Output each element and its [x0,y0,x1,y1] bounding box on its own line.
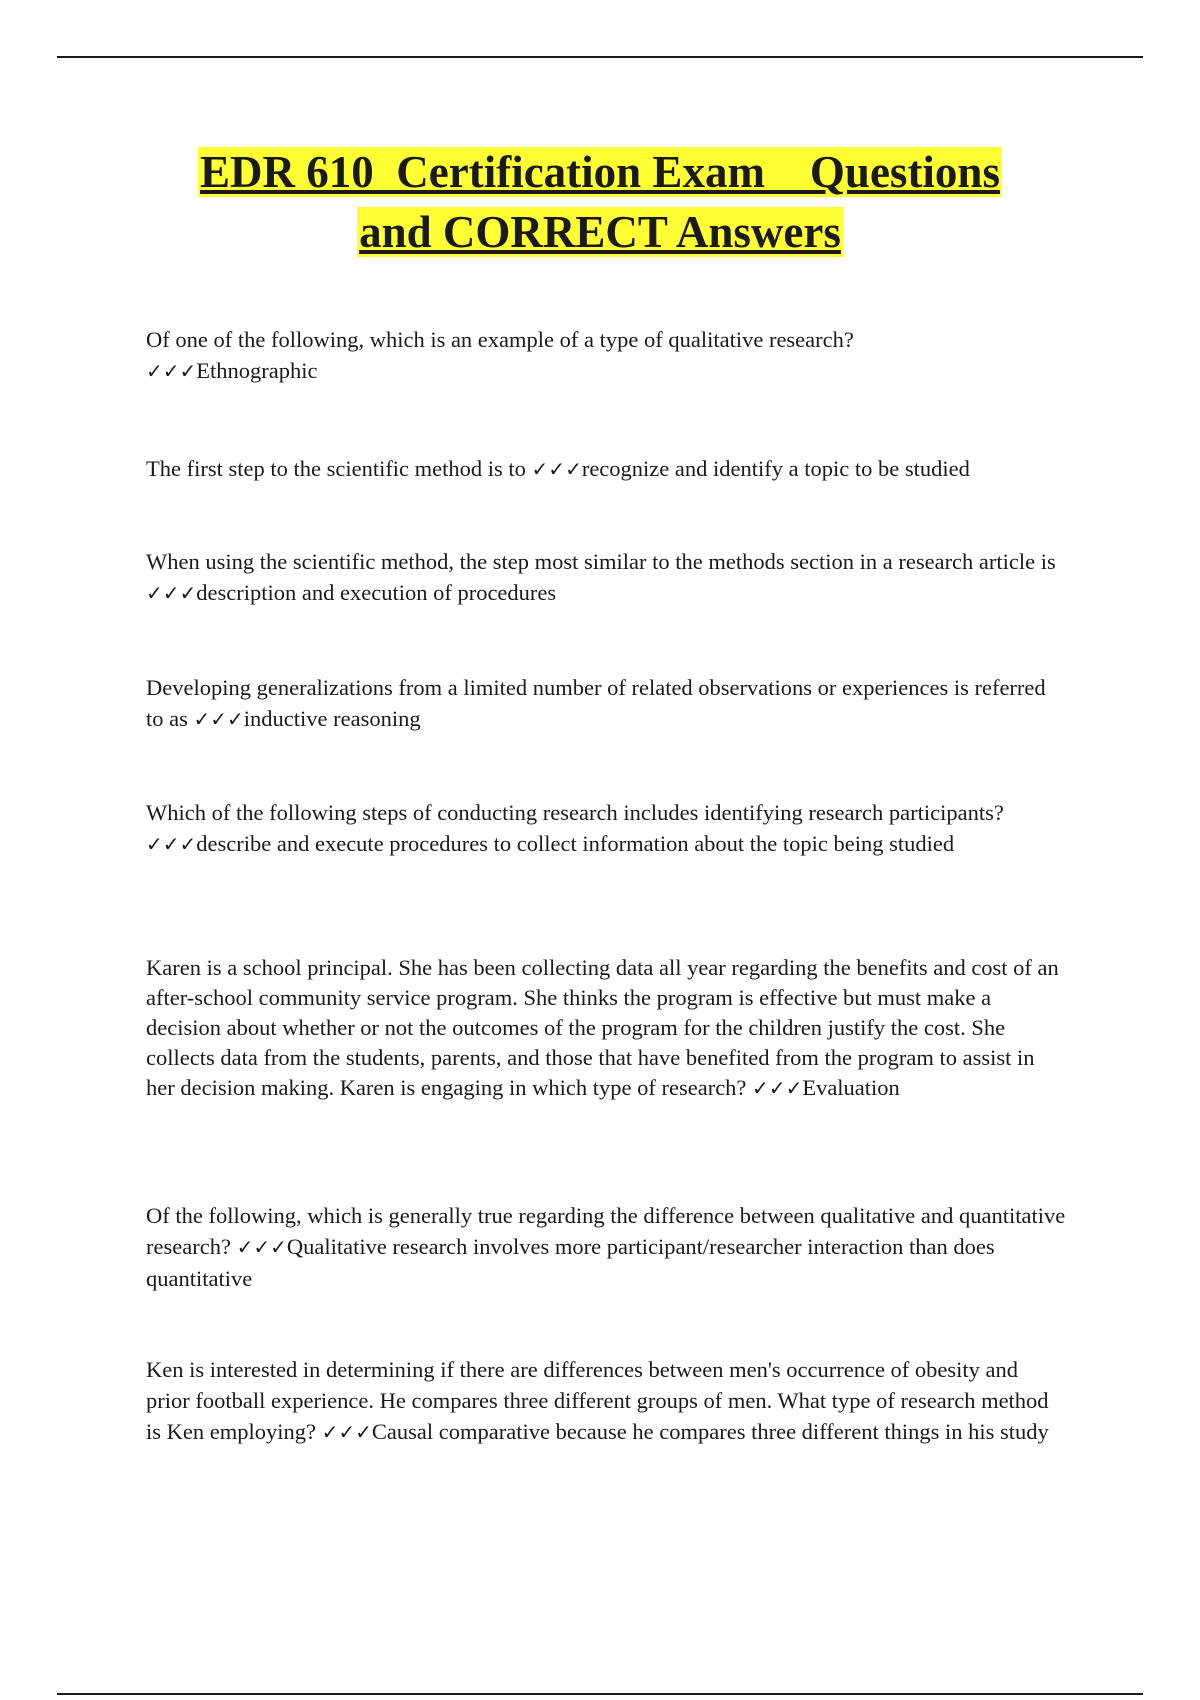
qa-item [146,546,1066,609]
check-icon: ✓✓✓ [752,1076,803,1100]
answer-text: Causal comparative because he compares three different things in his study [371,1419,1049,1444]
answer-text: inductive reasoning [243,706,421,731]
check-icon: ✓✓✓ [321,1420,372,1444]
page-title [0,142,1200,262]
bottom-rule [57,1693,1143,1695]
top-rule [57,56,1143,58]
question-text: Which of the following steps of conducting research includes identifying research participants? [146,800,1004,825]
answer-text: Qualitative research involves more participant/researcher interaction than does quantitative [146,1234,995,1291]
question-text: Developing generalizations from a limited number of related observations or experiences is referred to as [146,675,1046,731]
check-icon: ✓✓✓ [193,707,244,731]
question-text: The first step to the scientific method is to [146,456,526,481]
answer-text: description and execution of procedures [196,580,557,605]
question-text: Ken is interested in determining if there are differences between men's occurrence of obesity and prior football experience. He compares three different groups of men. What type of research method is Ken employing? [146,1357,1049,1444]
check-icon: ✓✓✓ [531,457,582,481]
question-text: Of one of the following, which is an example of a type of qualitative research? [146,327,854,352]
check-icon: ✓✓✓ [146,581,197,605]
question-text: Karen is a school principal. She has been collecting data all year regarding the benefits and cost of an after-school community service program. She thinks the program is effective but must make a decision about whether or not the outcomes of the program for the children justify the cost. She collects data from the students, parents, and those that have benefited from the program to assist in her decision making. Karen is engaging in which type of research? [146,955,1059,1100]
qa-item [146,1354,1066,1448]
qa-item [146,797,1066,860]
check-icon: ✓✓✓ [146,832,197,856]
title-line-1: EDR 610 Certification Exam Questions [200,147,1000,197]
question-text: When using the scientific method, the step most similar to the methods section in a research article is [146,549,1056,574]
check-icon: ✓✓✓ [236,1235,287,1259]
question-text: Of the following, which is generally true regarding the difference between qualitative and quantitative research? [146,1203,1066,1259]
answer-text: Ethnographic [196,358,318,383]
qa-item [146,324,1066,387]
answer-text: recognize and identify a topic to be studied [581,456,970,481]
qa-item [146,953,1066,1103]
qa-item [146,672,1066,735]
qa-item [146,1200,1066,1294]
check-icon: ✓✓✓ [146,359,197,383]
answer-text: Evaluation [802,1075,900,1100]
qa-item [146,453,1106,485]
answer-text: describe and execute procedures to collect information about the topic being studied [196,831,955,856]
title-line-2: and CORRECT Answers [359,207,841,257]
